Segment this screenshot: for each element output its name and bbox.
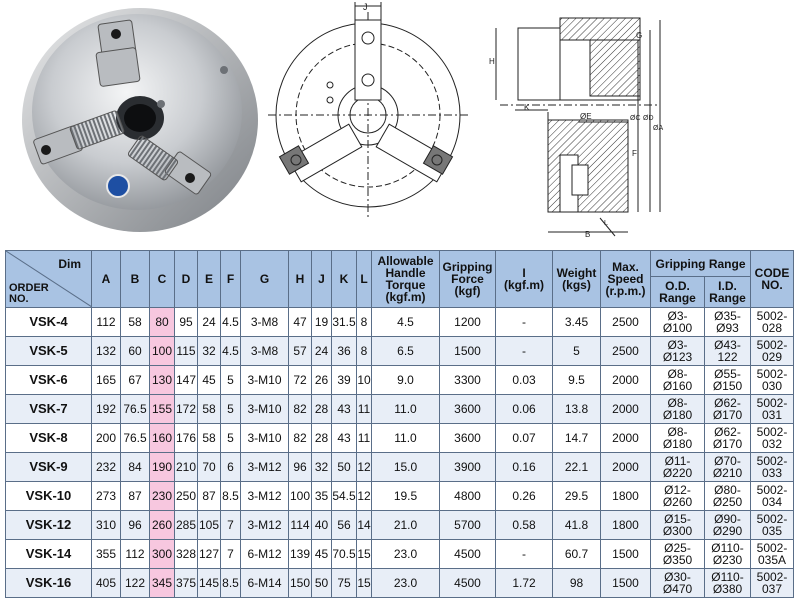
cell-d: 250 [175, 482, 198, 511]
cell-e: 145 [198, 569, 221, 598]
cell-h: 96 [289, 453, 312, 482]
cell-speed: 1800 [601, 511, 651, 540]
cell-f: 5 [221, 424, 241, 453]
chuck-photo [22, 8, 258, 232]
id-range-cell: Ø110- Ø380 [705, 569, 751, 598]
code-cell: 5002- 032 [751, 424, 794, 453]
cell-d: 285 [175, 511, 198, 540]
cell-a: 165 [92, 366, 121, 395]
code-cell: 5002- 035A [751, 540, 794, 569]
col-d-header: D [175, 251, 198, 308]
table-row [6, 482, 794, 511]
cell-f: 7 [221, 511, 241, 540]
cell-weight: 29.5 [553, 482, 601, 511]
order-no-cell: VSK-9 [6, 453, 92, 482]
side-dim-h: H [489, 57, 495, 66]
order-no-cell: VSK-6 [6, 366, 92, 395]
od-range-cell: Ø3- Ø100 [651, 308, 705, 337]
cell-b: 76.5 [121, 424, 150, 453]
cell-force: 3600 [440, 424, 496, 453]
cell-g: 3-M10 [241, 424, 289, 453]
cell-weight: 98 [553, 569, 601, 598]
cell-a: 200 [92, 424, 121, 453]
cell-e: 32 [198, 337, 221, 366]
cell-d: 176 [175, 424, 198, 453]
cell-h: 114 [289, 511, 312, 540]
cell-a: 192 [92, 395, 121, 424]
cell-a: 273 [92, 482, 121, 511]
code-cell: 5002- 034 [751, 482, 794, 511]
od-range-cell: Ø8- Ø180 [651, 424, 705, 453]
cell-e: 58 [198, 395, 221, 424]
cell-force: 3600 [440, 395, 496, 424]
front-dim-j: J [363, 2, 368, 12]
cell-b: 84 [121, 453, 150, 482]
cell-l: 11 [357, 424, 372, 453]
cell-j: 35 [312, 482, 332, 511]
cell-c: 230 [150, 482, 175, 511]
force-header: Gripping Force (kgf) [440, 251, 496, 308]
dim-label: Dim [58, 257, 81, 271]
cell-force: 1200 [440, 308, 496, 337]
cell-speed: 2000 [601, 424, 651, 453]
cell-d: 375 [175, 569, 198, 598]
col-b-header: B [121, 251, 150, 308]
cell-k: 43 [332, 395, 357, 424]
side-dim-b: B [585, 230, 591, 239]
cell-k: 54.5 [332, 482, 357, 511]
cell-h: 72 [289, 366, 312, 395]
cell-f: 8.5 [221, 569, 241, 598]
od-range-cell: Ø15- Ø300 [651, 511, 705, 540]
cell-torque: 23.0 [372, 569, 440, 598]
cell-torque: 6.5 [372, 337, 440, 366]
cell-j: 28 [312, 395, 332, 424]
code-cell: 5002- 030 [751, 366, 794, 395]
od-range-cell: Ø8- Ø180 [651, 395, 705, 424]
cell-d: 115 [175, 337, 198, 366]
cell-inertia: 0.26 [496, 482, 553, 511]
cell-e: 105 [198, 511, 221, 540]
od-range-cell: Ø3- Ø123 [651, 337, 705, 366]
cell-f: 6 [221, 453, 241, 482]
side-dim-f: F [632, 149, 637, 158]
od-range-cell: Ø11- Ø220 [651, 453, 705, 482]
code-header: CODE NO. [751, 251, 794, 308]
torque-header: Allowable Handle Torque (kgf.m) [372, 251, 440, 308]
id-range-cell: Ø43- 122 [705, 337, 751, 366]
cell-a: 232 [92, 453, 121, 482]
id-range-header: I.D. Range [705, 277, 751, 308]
cell-e: 24 [198, 308, 221, 337]
code-cell: 5002- 031 [751, 395, 794, 424]
side-dim-e: ØE [580, 112, 592, 121]
cell-l: 10 [357, 366, 372, 395]
cell-inertia: 1.72 [496, 569, 553, 598]
col-g-header: G [241, 251, 289, 308]
side-dim-g: G [636, 31, 643, 40]
weight-header: Weight (kgs) [553, 251, 601, 308]
cell-h: 82 [289, 395, 312, 424]
cell-d: 328 [175, 540, 198, 569]
cell-speed: 1500 [601, 569, 651, 598]
cell-speed: 2000 [601, 395, 651, 424]
id-range-cell: Ø70- Ø210 [705, 453, 751, 482]
cell-a: 355 [92, 540, 121, 569]
cell-h: 139 [289, 540, 312, 569]
cell-weight: 14.7 [553, 424, 601, 453]
cell-inertia: - [496, 308, 553, 337]
cell-c: 80 [150, 308, 175, 337]
table-row [6, 453, 794, 482]
cell-inertia: 0.58 [496, 511, 553, 540]
side-dim-a: ØA [653, 125, 664, 132]
cell-b: 60 [121, 337, 150, 366]
cell-h: 47 [289, 308, 312, 337]
cell-c: 155 [150, 395, 175, 424]
cell-g: 3-M10 [241, 395, 289, 424]
order-no-cell: VSK-14 [6, 540, 92, 569]
grip-range-header: Gripping Range [651, 251, 751, 277]
cell-torque: 11.0 [372, 395, 440, 424]
cell-inertia: - [496, 337, 553, 366]
cell-k: 43 [332, 424, 357, 453]
table-row [6, 424, 794, 453]
cell-b: 96 [121, 511, 150, 540]
cell-d: 147 [175, 366, 198, 395]
cell-k: 31.5 [332, 308, 357, 337]
cell-j: 32 [312, 453, 332, 482]
cell-g: 3-M12 [241, 453, 289, 482]
col-f-header: F [221, 251, 241, 308]
cell-k: 36 [332, 337, 357, 366]
col-h-header: H [289, 251, 312, 308]
cell-g: 3-M8 [241, 337, 289, 366]
cell-d: 95 [175, 308, 198, 337]
od-range-cell: Ø25- Ø350 [651, 540, 705, 569]
table-row [6, 540, 794, 569]
cell-d: 172 [175, 395, 198, 424]
id-range-cell: Ø90- Ø290 [705, 511, 751, 540]
cell-b: 58 [121, 308, 150, 337]
table-row [6, 337, 794, 366]
table-row [6, 569, 794, 598]
cell-h: 150 [289, 569, 312, 598]
cell-j: 45 [312, 540, 332, 569]
table-row [6, 511, 794, 540]
cell-f: 4.5 [221, 308, 241, 337]
id-range-cell: Ø62- Ø170 [705, 424, 751, 453]
code-cell: 5002- 037 [751, 569, 794, 598]
cell-a: 132 [92, 337, 121, 366]
cell-j: 50 [312, 569, 332, 598]
cell-l: 8 [357, 308, 372, 337]
order-no-label: ORDER NO. [9, 282, 49, 305]
cell-a: 310 [92, 511, 121, 540]
cell-l: 11 [357, 395, 372, 424]
cell-inertia: 0.07 [496, 424, 553, 453]
cell-c: 190 [150, 453, 175, 482]
cell-c: 160 [150, 424, 175, 453]
cell-h: 57 [289, 337, 312, 366]
side-view-drawing [489, 18, 663, 239]
order-no-cell: VSK-4 [6, 308, 92, 337]
cell-g: 3-M12 [241, 511, 289, 540]
cell-force: 4800 [440, 482, 496, 511]
cell-k: 75 [332, 569, 357, 598]
cell-l: 15 [357, 540, 372, 569]
id-range-cell: Ø35- Ø93 [705, 308, 751, 337]
col-e-header: E [198, 251, 221, 308]
cell-weight: 13.8 [553, 395, 601, 424]
cell-l: 8 [357, 337, 372, 366]
dim-order-header [6, 251, 92, 308]
id-range-cell: Ø62- Ø170 [705, 395, 751, 424]
cell-b: 122 [121, 569, 150, 598]
side-dim-k: K [524, 103, 530, 112]
cell-l: 15 [357, 569, 372, 598]
table-row [6, 308, 794, 337]
cell-l: 12 [357, 482, 372, 511]
spec-table [5, 250, 794, 598]
code-cell: 5002- 028 [751, 308, 794, 337]
cell-h: 100 [289, 482, 312, 511]
cell-e: 45 [198, 366, 221, 395]
cell-inertia: 0.16 [496, 453, 553, 482]
order-no-cell: VSK-16 [6, 569, 92, 598]
cell-force: 4500 [440, 569, 496, 598]
cell-b: 67 [121, 366, 150, 395]
cell-speed: 1800 [601, 482, 651, 511]
cell-c: 300 [150, 540, 175, 569]
side-dim-l: L [604, 220, 608, 227]
cell-weight: 9.5 [553, 366, 601, 395]
table-row [6, 395, 794, 424]
side-dim-d: ØD [643, 115, 654, 122]
cell-b: 87 [121, 482, 150, 511]
cell-e: 87 [198, 482, 221, 511]
cell-k: 39 [332, 366, 357, 395]
cell-b: 76.5 [121, 395, 150, 424]
cell-f: 8.5 [221, 482, 241, 511]
cell-l: 12 [357, 453, 372, 482]
cell-k: 50 [332, 453, 357, 482]
inertia-header: I (kgf.m) [496, 251, 553, 308]
cell-j: 24 [312, 337, 332, 366]
od-range-cell: Ø12- Ø260 [651, 482, 705, 511]
cell-weight: 3.45 [553, 308, 601, 337]
cell-g: 3-M12 [241, 482, 289, 511]
spec-table-body [6, 308, 794, 598]
cell-speed: 2500 [601, 308, 651, 337]
cell-torque: 4.5 [372, 308, 440, 337]
code-cell: 5002- 029 [751, 337, 794, 366]
od-range-cell: Ø8- Ø160 [651, 366, 705, 395]
table-row [6, 366, 794, 395]
cell-b: 112 [121, 540, 150, 569]
col-j-header: J [312, 251, 332, 308]
cell-torque: 9.0 [372, 366, 440, 395]
cell-e: 58 [198, 424, 221, 453]
cell-torque: 15.0 [372, 453, 440, 482]
cell-k: 70.5 [332, 540, 357, 569]
cell-force: 3900 [440, 453, 496, 482]
cell-f: 7 [221, 540, 241, 569]
cell-weight: 60.7 [553, 540, 601, 569]
cell-weight: 41.8 [553, 511, 601, 540]
cell-h: 82 [289, 424, 312, 453]
od-range-cell: Ø30- Ø470 [651, 569, 705, 598]
cell-a: 112 [92, 308, 121, 337]
code-cell: 5002- 035 [751, 511, 794, 540]
cell-force: 5700 [440, 511, 496, 540]
cell-c: 260 [150, 511, 175, 540]
cell-speed: 2500 [601, 337, 651, 366]
cell-speed: 2000 [601, 453, 651, 482]
cell-inertia: 0.03 [496, 366, 553, 395]
cell-j: 26 [312, 366, 332, 395]
order-no-cell: VSK-5 [6, 337, 92, 366]
cell-torque: 19.5 [372, 482, 440, 511]
cell-force: 3300 [440, 366, 496, 395]
cell-g: 6-M12 [241, 540, 289, 569]
front-view-drawing [268, 2, 468, 218]
cell-speed: 2000 [601, 366, 651, 395]
col-l-header: L [357, 251, 372, 308]
cell-c: 130 [150, 366, 175, 395]
cell-l: 14 [357, 511, 372, 540]
cell-j: 19 [312, 308, 332, 337]
code-cell: 5002- 033 [751, 453, 794, 482]
id-range-cell: Ø80- Ø250 [705, 482, 751, 511]
cell-e: 70 [198, 453, 221, 482]
cell-weight: 5 [553, 337, 601, 366]
technical-drawing-area [0, 0, 800, 250]
cell-inertia: 0.06 [496, 395, 553, 424]
cell-g: 6-M14 [241, 569, 289, 598]
cell-torque: 23.0 [372, 540, 440, 569]
cell-f: 5 [221, 395, 241, 424]
cell-a: 405 [92, 569, 121, 598]
cell-c: 345 [150, 569, 175, 598]
order-no-cell: VSK-10 [6, 482, 92, 511]
cell-g: 3-M8 [241, 308, 289, 337]
od-range-header: O.D. Range [651, 277, 705, 308]
order-no-cell: VSK-12 [6, 511, 92, 540]
cell-weight: 22.1 [553, 453, 601, 482]
cell-j: 28 [312, 424, 332, 453]
side-dim-c: ØC [630, 115, 641, 122]
cell-e: 127 [198, 540, 221, 569]
speed-header: Max. Speed (r.p.m.) [601, 251, 651, 308]
cell-k: 56 [332, 511, 357, 540]
order-no-cell: VSK-7 [6, 395, 92, 424]
cell-d: 210 [175, 453, 198, 482]
cell-j: 40 [312, 511, 332, 540]
cell-f: 4.5 [221, 337, 241, 366]
id-range-cell: Ø110- Ø230 [705, 540, 751, 569]
cell-c: 100 [150, 337, 175, 366]
cell-inertia: - [496, 540, 553, 569]
cell-force: 4500 [440, 540, 496, 569]
cell-torque: 11.0 [372, 424, 440, 453]
col-c-header: C [150, 251, 175, 308]
order-no-cell: VSK-8 [6, 424, 92, 453]
cell-f: 5 [221, 366, 241, 395]
col-a-header: A [92, 251, 121, 308]
cell-force: 1500 [440, 337, 496, 366]
id-range-cell: Ø55- Ø150 [705, 366, 751, 395]
col-k-header: K [332, 251, 357, 308]
cell-g: 3-M10 [241, 366, 289, 395]
cell-torque: 21.0 [372, 511, 440, 540]
cell-speed: 1500 [601, 540, 651, 569]
